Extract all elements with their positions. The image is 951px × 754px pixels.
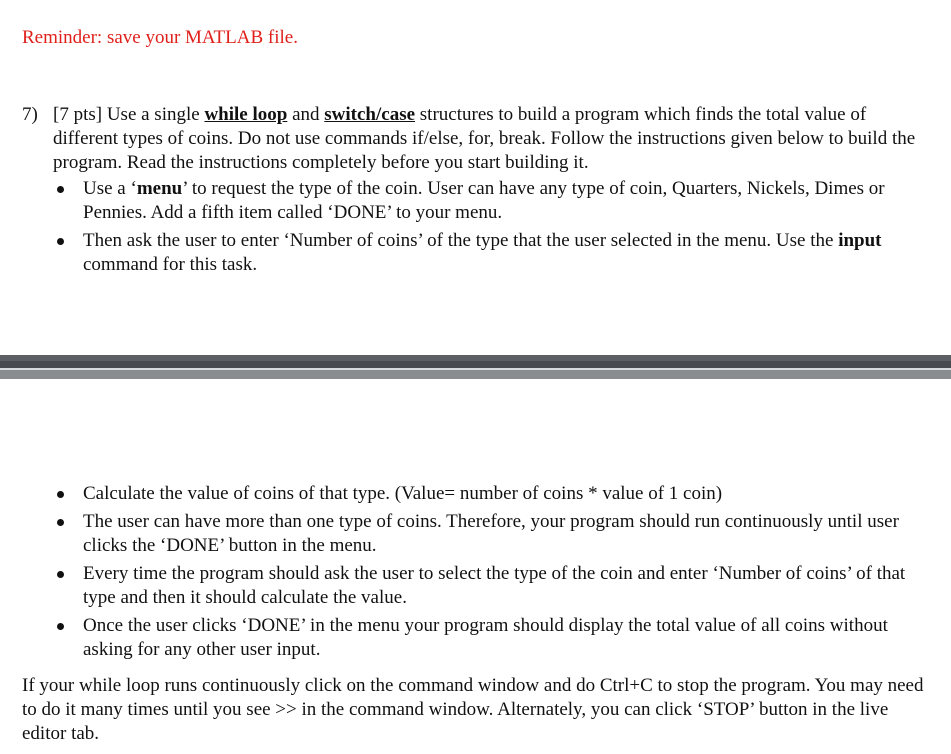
bullet-text-post: command for this task. [83,254,258,275]
question-number: 7) [22,104,38,125]
switch-case-keyword: switch/case [324,104,416,125]
bullet-icon [53,510,83,558]
bullet-icon [53,482,83,506]
page-divider [0,355,951,379]
list-item [53,562,933,610]
list-item [53,229,933,277]
list-item [53,177,933,225]
input-keyword: input [838,230,882,251]
list-item [53,510,933,558]
question-and: and [292,104,320,125]
bullet-text: The user can have more than one type of coins. Therefore, your program should run continuously until user clicks the ‘DONE’ button in the menu. [83,511,899,556]
question-text [53,103,932,175]
bullet-icon [53,562,83,610]
bullet-text: Once the user clicks ‘DONE’ in the menu your program should display the total value of all coins without asking for any other user input. [83,615,888,660]
list-item [53,614,933,662]
bullet-text-pre: Then ask the user to enter ‘Number of coins’ of the type that the user selected in the menu. Use the [83,230,834,251]
question-7 [22,103,932,175]
bullet-icon [53,614,83,662]
instruction-list-bottom [53,482,933,666]
bullet-text-pre: Use a ‘ [83,178,137,199]
instruction-list-top [53,177,933,281]
bullet-icon [53,229,83,277]
question-points: [7 pts] Use a single [53,104,200,125]
footer-note: If your while loop runs continuously click on the command window and do Ctrl+C to stop the program. You may need to do it many times until you see >> in the command window. Alternately, you can click ‘STOP’ button in the live editor tab. [22,675,924,744]
menu-keyword: menu [136,178,183,199]
while-loop-keyword: while loop [204,104,288,125]
list-item [53,482,933,506]
bullet-text: Calculate the value of coins of that type. (Value= number of coins * value of 1 coin) [83,483,723,504]
bullet-icon [53,177,83,225]
bullet-text: Every time the program should ask the user to select the type of the coin and enter ‘Number of coins’ of that type and then it should calculate the value. [83,563,906,608]
bullet-text-post: ’ to request the type of the coin. User can have any type of coin, Quarters, Nickels, Dimes or Pennies. Add a fifth item called ‘DONE’ to your menu. [83,178,885,223]
question-rest: structures to build a program which finds the total value of different types of coins. Do not use commands if/else, for, break. Follow the instructions given below to build the program. Read the instructions completely before you start building it. [53,104,916,173]
reminder-text: Reminder: save your MATLAB file. [22,27,298,48]
